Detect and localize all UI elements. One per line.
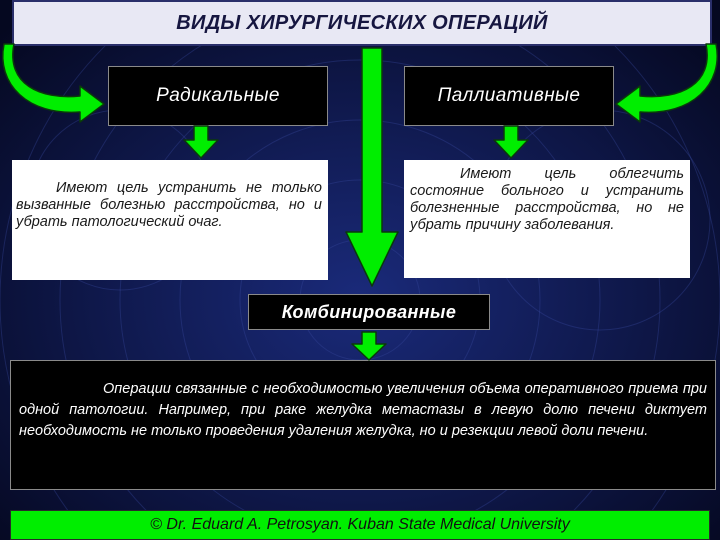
- radical-heading-box: [108, 66, 328, 126]
- combined-description-box: [10, 360, 716, 490]
- radical-label: Радикальные: [156, 85, 280, 106]
- palliative-label: Паллиативные: [437, 85, 581, 106]
- page-title: ВИДЫ ХИРУРГИЧЕСКИХ ОПЕРАЦИЙ: [176, 11, 548, 34]
- palliative-heading-box: [404, 66, 614, 126]
- combined-description: Операции связанные с необходимостью увеличения объема оперативного приема при одной патологии. Например, при раке желудка метастазы в левую долю печени диктует необходимость не только проведения удаления желудка, но и резекции левой доли печени.: [19, 381, 707, 439]
- radical-description: Имеют цель устранить не только вызванные болезнью расстройства, но и убрать патологический очаг.: [16, 180, 322, 230]
- footer-banner: [10, 510, 710, 540]
- footer-text: © Dr. Eduard A. Petrosyan. Kuban State Medical University: [150, 516, 570, 533]
- palliative-description: Имеют цель облегчить состояние больного и устранить болезненные расстройства, но не убрать причину заболевания.: [410, 166, 684, 233]
- combined-label: Комбинированные: [281, 301, 457, 322]
- palliative-description-box: [404, 160, 690, 278]
- radical-description-box: [12, 160, 328, 280]
- combined-heading-box: [248, 294, 490, 330]
- title-banner: [12, 0, 712, 46]
